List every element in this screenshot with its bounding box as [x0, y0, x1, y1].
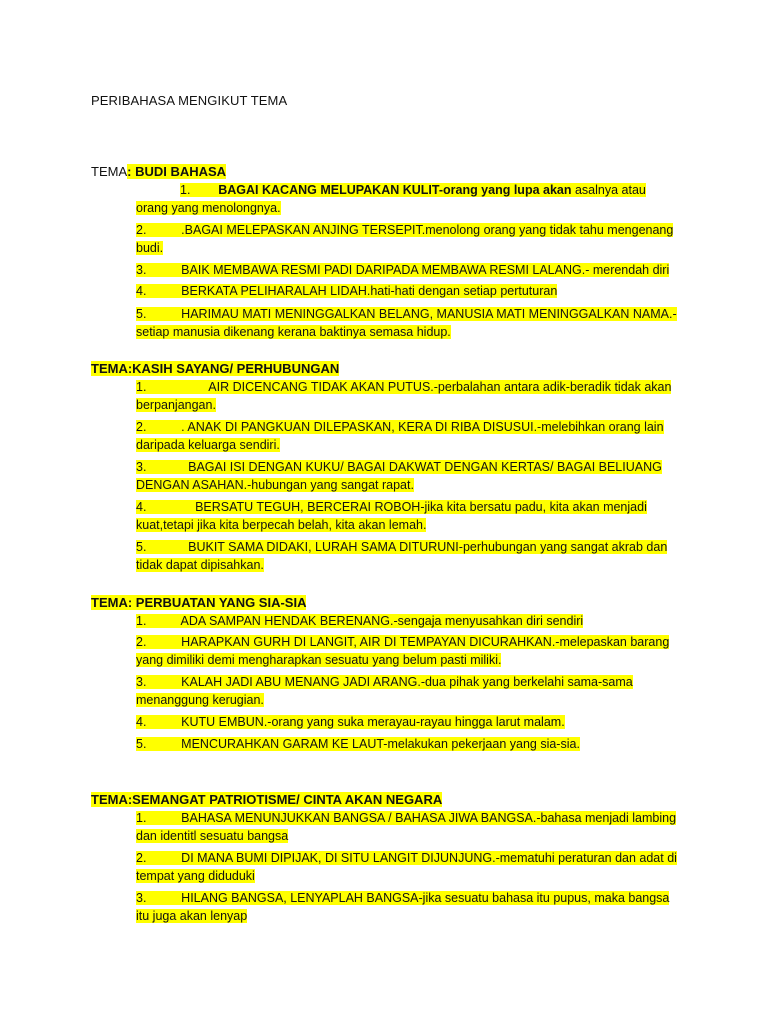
item-text: KALAH JADI ABU MENANG JADI ARANG.-dua pihak yang berkelahi sama-sama menanggung kerugian. — [136, 675, 633, 707]
item-number: 3. — [136, 460, 147, 474]
item-number: 5. — [136, 540, 147, 554]
list-item — [136, 418, 681, 454]
section-theme — [91, 792, 442, 807]
list-item — [136, 809, 681, 845]
list-item — [136, 221, 681, 257]
item-text: . ANAK DI PANGKUAN DILEPASKAN, KERA DI RIBA DISUSUI.-melebihkan orang lain daripada keluarga sendiri. — [136, 420, 664, 452]
list-item — [136, 181, 681, 217]
list-item — [136, 735, 681, 753]
theme-prefix: TEMA — [91, 164, 128, 179]
item-text: BAHASA MENUNJUKKAN BANGSA / BAHASA JIWA BANGSA.-bahasa menjadi lambing dan identitl sesuatu bangsa — [136, 811, 677, 843]
item-number: 1. — [136, 811, 147, 825]
item-number: 2. — [136, 851, 147, 865]
item-number: 3. — [136, 263, 147, 277]
item-text: BAIK MEMBAWA RESMI PADI DARIPADA MEMBAWA RESMI LALANG.- merendah diri — [181, 263, 670, 277]
list-item — [136, 633, 681, 669]
theme-name: TEMA:SEMANGAT PATRIOTISME/ CINTA AKAN NEGARA — [91, 792, 443, 807]
item-number: 3. — [136, 675, 147, 689]
list-item — [136, 713, 681, 731]
item-text: AIR DICENCANG TIDAK AKAN PUTUS.-perbalahan antara adik-beradik tidak akan berpanjangan. — [136, 380, 672, 412]
list-item — [136, 612, 681, 630]
list-item — [136, 538, 681, 574]
list-item — [136, 378, 681, 414]
item-number: 1. — [136, 380, 147, 394]
item-text: BERSATU TEGUH, BERCERAI ROBOH-jika kita bersatu padu, kita akan menjadi kuat,tetapi jika kita berpecah belah, kita akan lemah. — [136, 500, 647, 532]
item-text: BUKIT SAMA DIDAKI, LURAH SAMA DITURUNI-perhubungan yang sangat akrab dan tidak dapat dipisahkan. — [136, 540, 668, 572]
item-text: HARIMAU MATI MENINGGALKAN BELANG, MANUSIA MATI MENINGGALKAN NAMA.-setiap manusia dikenang kerana baktinya semasa hidup. — [136, 307, 677, 339]
item-text: BAGAI ISI DENGAN KUKU/ BAGAI DAKWAT DENGAN KERTAS/ BAGAI BELIUANG DENGAN ASAHAN.-hubungan yang sangat rapat. — [136, 460, 662, 492]
item-text: HARAPKAN GURH DI LANGIT, AIR DI TEMPAYAN DICURAHKAN.-melepaskan barang yang dimiliki demi mengharapkan sesuatu yang belum pasti miliki. — [136, 635, 670, 667]
item-text: ADA SAMPAN HENDAK BERENANG.-sengaja menyusahkan diri sendiri — [180, 614, 584, 628]
item-text: MENCURAHKAN GARAM KE LAUT-melakukan pekerjaan yang sia-sia. — [181, 737, 580, 751]
section-theme — [91, 361, 339, 376]
list-item — [136, 282, 681, 300]
item-number: 2. — [136, 223, 147, 237]
item-number: 1. — [180, 183, 191, 197]
list-item — [136, 849, 681, 885]
item-text: asalnya atau orang yang menolongnya. — [136, 183, 646, 215]
item-number: 2. — [136, 635, 147, 649]
item-bold-text: BAGAI KACANG MELUPAKAN KULIT-orang yang lupa akan — [218, 183, 572, 197]
item-number: 1. — [136, 614, 147, 628]
list-item — [136, 458, 681, 494]
section-theme — [91, 595, 306, 610]
item-text: HILANG BANGSA, LENYAPLAH BANGSA-jika sesuatu bahasa itu pupus, maka bangsa itu juga akan lenyap — [136, 891, 670, 923]
item-number: 3. — [136, 891, 147, 905]
list-item — [136, 889, 681, 925]
item-number: 5. — [136, 307, 147, 321]
item-text: DI MANA BUMI DIPIJAK, DI SITU LANGIT DIJUNJUNG.-mematuhi peraturan dan adat di tempat yang diduduki — [136, 851, 677, 883]
item-text: BERKATA PELIHARALAH LIDAH.hati-hati dengan setiap pertuturan — [181, 284, 558, 298]
item-number: 5. — [136, 737, 147, 751]
list-item — [136, 673, 681, 709]
list-item — [136, 305, 681, 341]
item-text: .BAGAI MELEPASKAN ANJING TERSEPIT.menolong orang yang tidak tahu mengenang budi. — [136, 223, 674, 255]
section-theme — [91, 164, 226, 179]
theme-name: : BUDI BAHASA — [127, 164, 227, 179]
list-item — [136, 498, 681, 534]
theme-name: TEMA: PERBUATAN YANG SIA-SIA — [91, 595, 307, 610]
theme-name: TEMA:KASIH SAYANG/ PERHUBUNGAN — [91, 361, 340, 376]
item-number: 4. — [136, 715, 147, 729]
item-text: KUTU EMBUN.-orang yang suka merayau-rayau hingga larut malam. — [181, 715, 565, 729]
item-number: 4. — [136, 500, 147, 514]
list-item — [136, 261, 681, 279]
document-title: PERIBAHASA MENGIKUT TEMA — [91, 93, 288, 108]
item-number: 4. — [136, 284, 147, 298]
item-number: 2. — [136, 420, 147, 434]
